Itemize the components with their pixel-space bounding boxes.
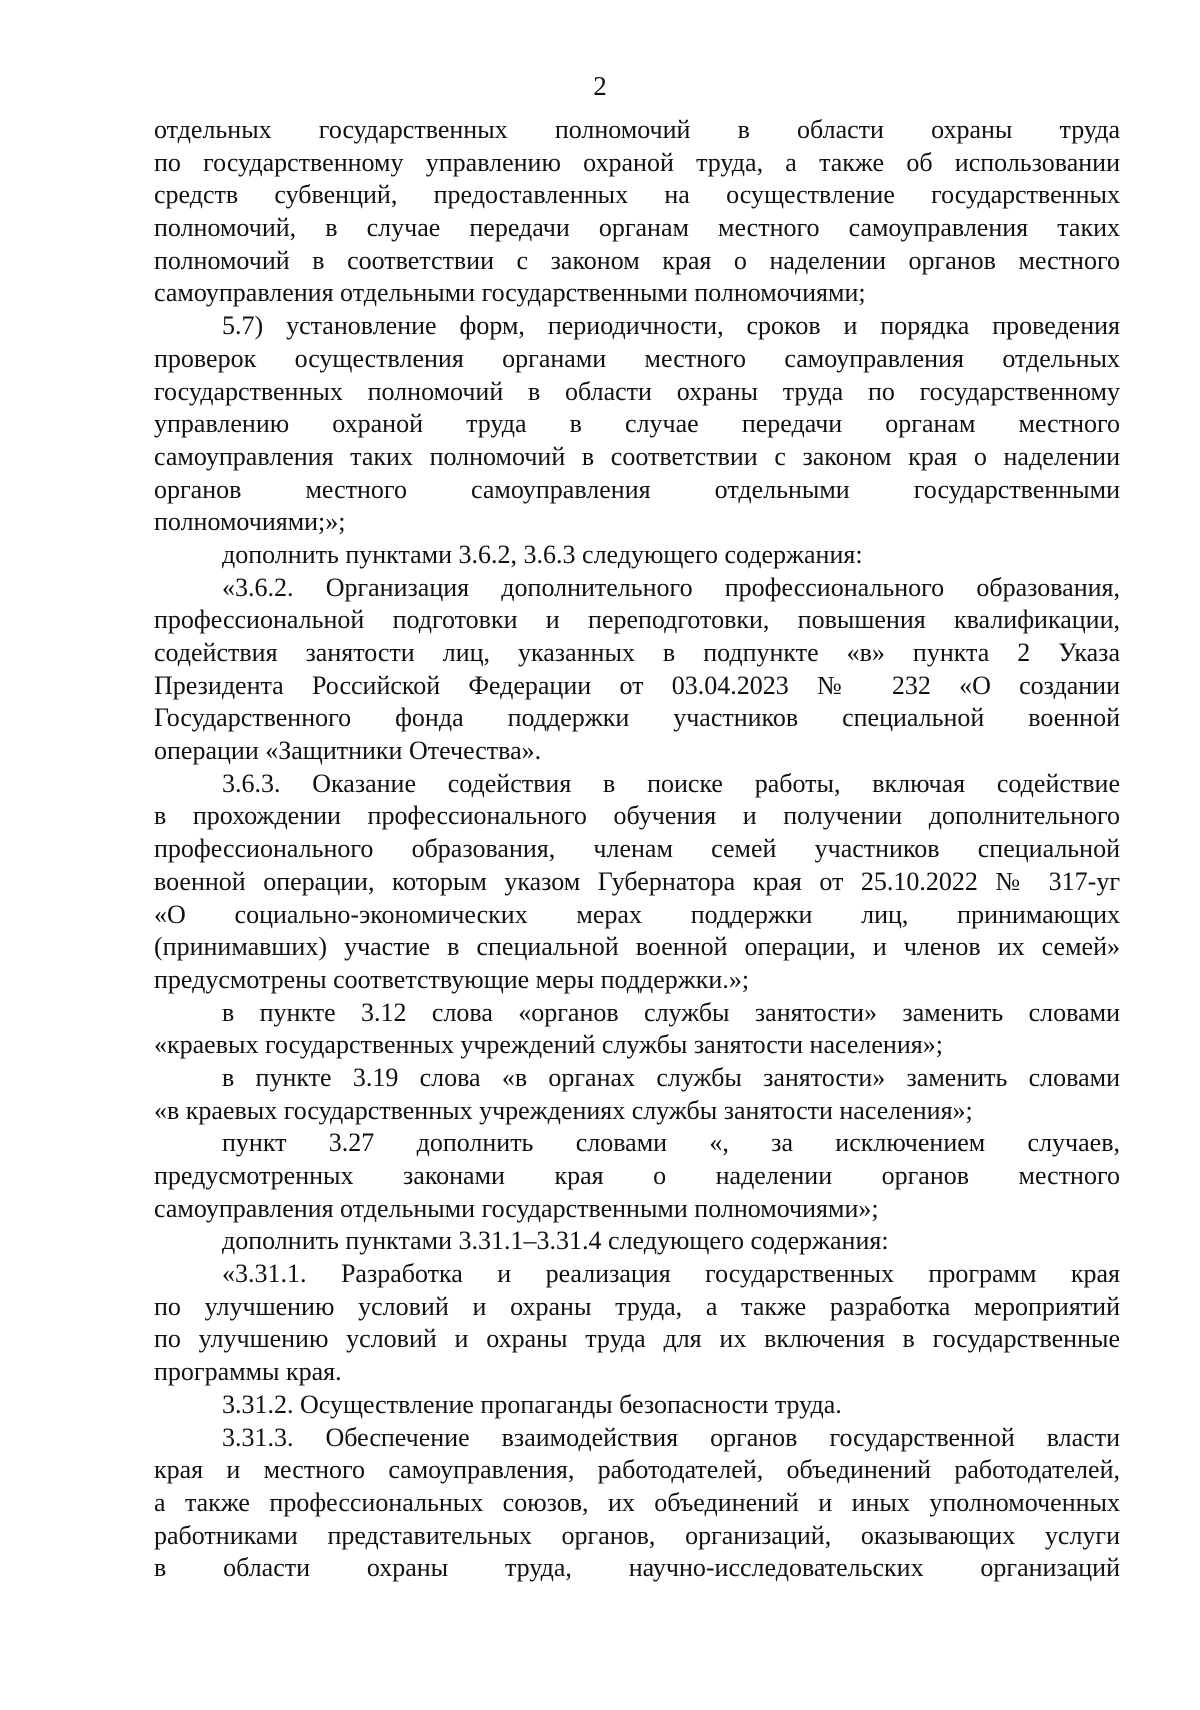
text-line: 5.7) установление форм, периодичности, сроков и порядка проведения (222, 311, 1120, 341)
text-line: «краевых государственных учреждений службы занятости населения»; (154, 1030, 943, 1060)
text-line: «3.6.2. Организация дополнительного профессионального образования, (222, 572, 1120, 602)
text-line: в пункте 3.12 слова «органов службы занятости» заменить словами (222, 997, 1120, 1027)
text-line: пункт 3.27 дополнить словами «, за исключением случаев, (222, 1128, 1120, 1158)
text-line: дополнить пунктами 3.31.1–3.31.4 следующего содержания: (222, 1226, 889, 1256)
text-line: предусмотрены соответствующие меры поддержки.»; (154, 964, 750, 994)
page-number: 2 (593, 71, 607, 101)
text-line: содействия занятости лиц, указанных в подпункте «в» пункта 2 Указа (154, 638, 1120, 667)
text-line: «О социально-экономических мерах поддержки лиц, принимающих (154, 899, 1120, 929)
text-line: предусмотренных законами края о наделении органов местного (154, 1161, 1120, 1190)
text-line: по улучшению условий и охраны труда для их включения в государственные (154, 1324, 1120, 1354)
text-line: (принимавших) участие в специальной военной операции, и членов их семей» (154, 932, 1120, 962)
text-line: профессионального образования, членам семей участников специальной (154, 834, 1120, 864)
text-line: управлению охраной труда в случае передачи органам местного (154, 409, 1120, 439)
text-line: средств субвенций, предоставленных на осуществление государственных (154, 180, 1120, 210)
text-line: Государственного фонда поддержки участников специальной военной (154, 703, 1120, 733)
text-line: самоуправления таких полномочий в соответствии с законом края о наделении (154, 441, 1120, 471)
text-line: работниками представительных органов, организаций, оказывающих услуги (154, 1520, 1120, 1550)
text-line: 3.31.2. Осуществление пропаганды безопасности труда. (222, 1389, 842, 1419)
document-body (154, 114, 1120, 1585)
text-line: дополнить пунктами 3.6.2, 3.6.3 следующего содержания: (222, 539, 863, 569)
text-line: а также профессиональных союзов, их объединений и иных уполномоченных (154, 1487, 1120, 1517)
text-line: в прохождении профессионального обучения и получении дополнительного (154, 801, 1120, 831)
text-line: «в краевых государственных учреждениях службы занятости населения»; (154, 1095, 973, 1125)
text-line: «3.31.1. Разработка и реализация государственных программ края (222, 1259, 1120, 1289)
text-line: 3.6.3. Оказание содействия в поиске работы, включая содействие (222, 768, 1120, 798)
text-line: отдельных государственных полномочий в области охраны труда (154, 115, 1120, 144)
text-line: по улучшению условий и охраны труда, а также разработка мероприятий (154, 1291, 1120, 1321)
text-line: операции «Защитники Отечества». (154, 736, 542, 766)
text-line: в пункте 3.19 слова «в органах службы занятости» заменить словами (222, 1062, 1120, 1092)
text-line: в области охраны труда, научно-исследовательских организаций (154, 1553, 1120, 1583)
text-line: края и местного самоуправления, работодателей, объединений работодателей, (154, 1455, 1120, 1485)
text-line: самоуправления отдельными государственными полномочиями; (154, 278, 866, 308)
text-line: программы края. (154, 1357, 342, 1387)
text-line: органов местного самоуправления отдельными государственными (154, 474, 1120, 504)
text-line: 3.31.3. Обеспечение взаимодействия органов государственной власти (222, 1422, 1120, 1452)
text-line: полномочий, в случае передачи органам местного самоуправления таких (154, 213, 1120, 243)
text-line: по государственному управлению охраной труда, а также об использовании (154, 147, 1120, 177)
text-line: проверок осуществления органами местного самоуправления отдельных (154, 343, 1120, 373)
text-line: государственных полномочий в области охраны труда по государственному (154, 376, 1120, 406)
text-line: самоуправления отдельными государственными полномочиями»; (154, 1193, 879, 1223)
text-line: Президента Российской Федерации от 03.04.2023 № 232 «О создании (154, 670, 1120, 700)
text-line: военной операции, которым указом Губернатора края от 25.10.2022 № 317-уг (154, 866, 1120, 896)
text-line: профессиональной подготовки и переподготовки, повышения квалификации, (154, 605, 1120, 635)
text-line: полномочий в соответствии с законом края о наделении органов местного (154, 245, 1120, 275)
text-line: полномочиями;»; (154, 507, 346, 537)
